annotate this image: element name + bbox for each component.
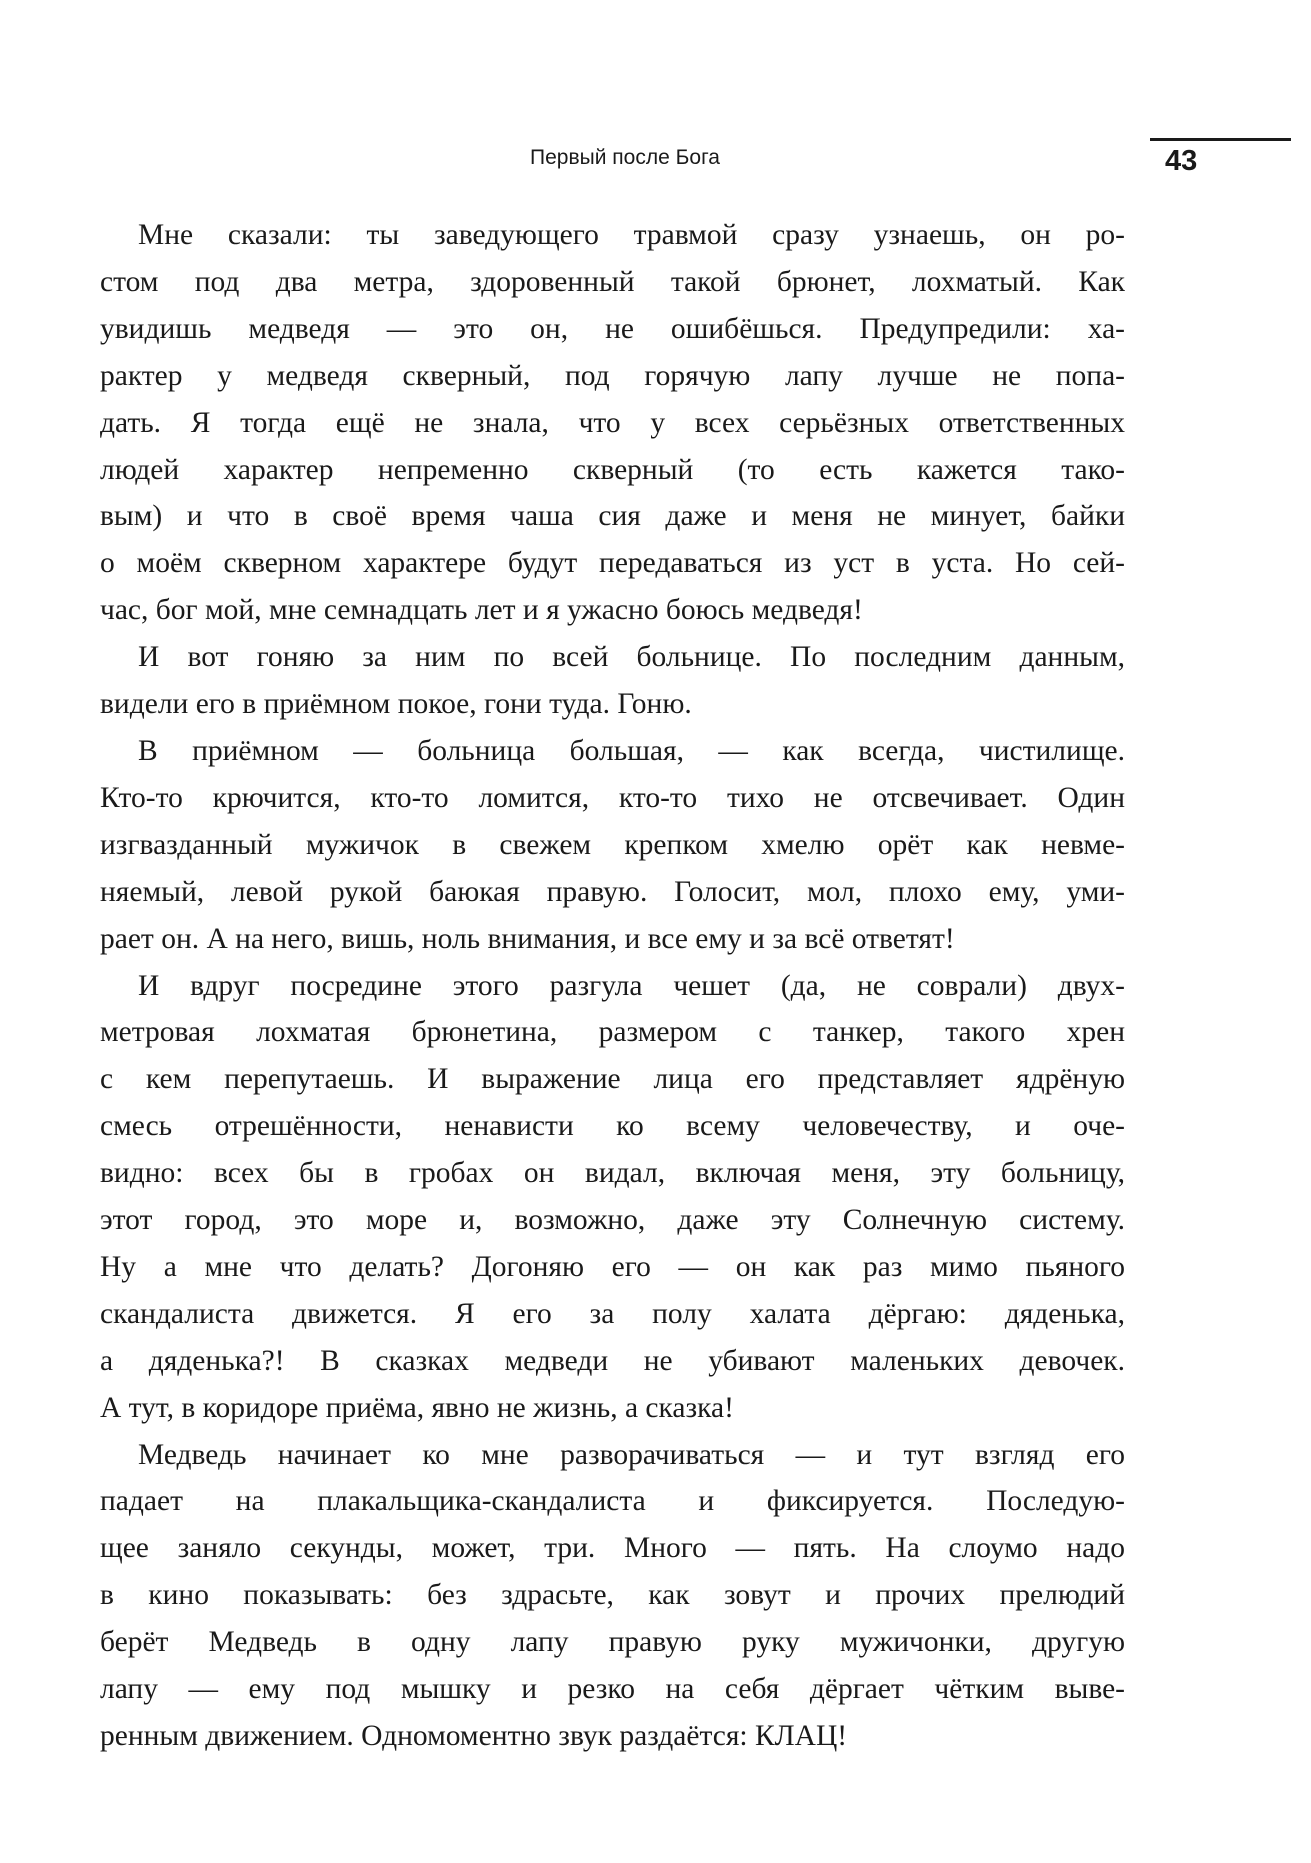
text-line: а дяденька?! В сказках медведи не убивают маленьких девочек.	[100, 1344, 1125, 1377]
running-title: Первый после Бога	[530, 146, 720, 169]
text-line: И вдруг посредине этого разгула чешет (да, не соврали) двух-	[138, 969, 1125, 1002]
text-line: увидишь медведя — это он, не ошибёшься. Предупредили: ха-	[100, 312, 1125, 345]
text-line: стом под два метра, здоровенный такой брюнет, лохматый. Как	[100, 265, 1125, 298]
text-line: изгвазданный мужичок в свежем крепком хмелю орёт как невме-	[100, 828, 1125, 861]
page-number: 43	[1165, 145, 1198, 177]
text-line: А тут, в коридоре приёма, явно не жизнь, а сказка!	[100, 1391, 734, 1424]
text-line: И вот гоняю за ним по всей больнице. По последним данным,	[138, 641, 1125, 674]
text-line: этот город, это море и, возможно, даже эту Солнечную систему.	[100, 1204, 1125, 1237]
text-line: вым) и что в своё время чаша сия даже и меня не минует, байки	[100, 500, 1125, 533]
body-text	[100, 212, 1125, 1760]
paragraph	[100, 728, 1125, 963]
text-line: видно: всех бы в гробах он видал, включая меня, эту больницу,	[100, 1157, 1125, 1190]
text-line: Медведь начинает ко мне разворачиваться — и тут взгляд его	[138, 1438, 1125, 1471]
text-line: в кино показывать: без здрасьте, как зовут и прочих прелюдий	[100, 1579, 1125, 1612]
text-line: час, бог мой, мне семнадцать лет и я ужасно боюсь медведя!	[100, 594, 863, 627]
text-line: с кем перепутаешь. И выражение лица его представляет ядрёную	[100, 1063, 1125, 1096]
paragraph	[100, 1432, 1125, 1760]
text-line: щее заняло секунды, может, три. Много — пять. На слоумо надо	[100, 1532, 1125, 1565]
text-line: скандалиста движется. Я его за полу халата дёргаю: дяденька,	[100, 1297, 1125, 1330]
text-line: берёт Медведь в одну лапу правую руку мужичонки, другую	[100, 1626, 1125, 1659]
text-line: видели его в приёмном покое, гони туда. Гоню.	[100, 688, 692, 721]
text-line: ренным движением. Одномоментно звук раздаётся: КЛАЦ!	[100, 1720, 848, 1752]
text-line: дать. Я тогда ещё не знала, что у всех серьёзных ответственных	[100, 406, 1125, 439]
text-line: о моём скверном характере будут передаваться из уст в уста. Но сей-	[100, 547, 1125, 580]
text-line: няемый, левой рукой баюкая правую. Голосит, мол, плохо ему, уми-	[100, 875, 1125, 908]
paragraph	[100, 963, 1125, 1432]
paragraph	[100, 634, 1125, 728]
text-line: Мне сказали: ты заведующего травмой сразу узнаешь, он ро-	[138, 219, 1125, 251]
text-line: людей характер непременно скверный (то есть кажется тако-	[100, 453, 1125, 486]
paragraph	[100, 212, 1125, 634]
header-rule	[1150, 138, 1291, 141]
text-line: падает на плакальщика-скандалиста и фиксируется. Последую-	[100, 1485, 1125, 1518]
text-line: Кто-то крючится, кто-то ломится, кто-то тихо не отсвечивает. Один	[100, 781, 1125, 814]
text-line: метровая лохматая брюнетина, размером с танкер, такого хрен	[100, 1016, 1125, 1049]
text-line: Ну а мне что делать? Догоняю его — он как раз мимо пьяного	[100, 1250, 1125, 1283]
text-line: рает он. А на него, вишь, ноль внимания, и все ему и за всё ответят!	[100, 922, 955, 955]
text-line: В приёмном — больница большая, — как всегда, чистилище.	[138, 734, 1125, 767]
text-line: рактер у медведя скверный, под горячую лапу лучше не попа-	[100, 359, 1125, 392]
text-line: лапу — ему под мышку и резко на себя дёргает чётким выве-	[100, 1673, 1125, 1706]
text-line: смесь отрешённости, ненависти ко всему человечеству, и оче-	[100, 1110, 1125, 1143]
